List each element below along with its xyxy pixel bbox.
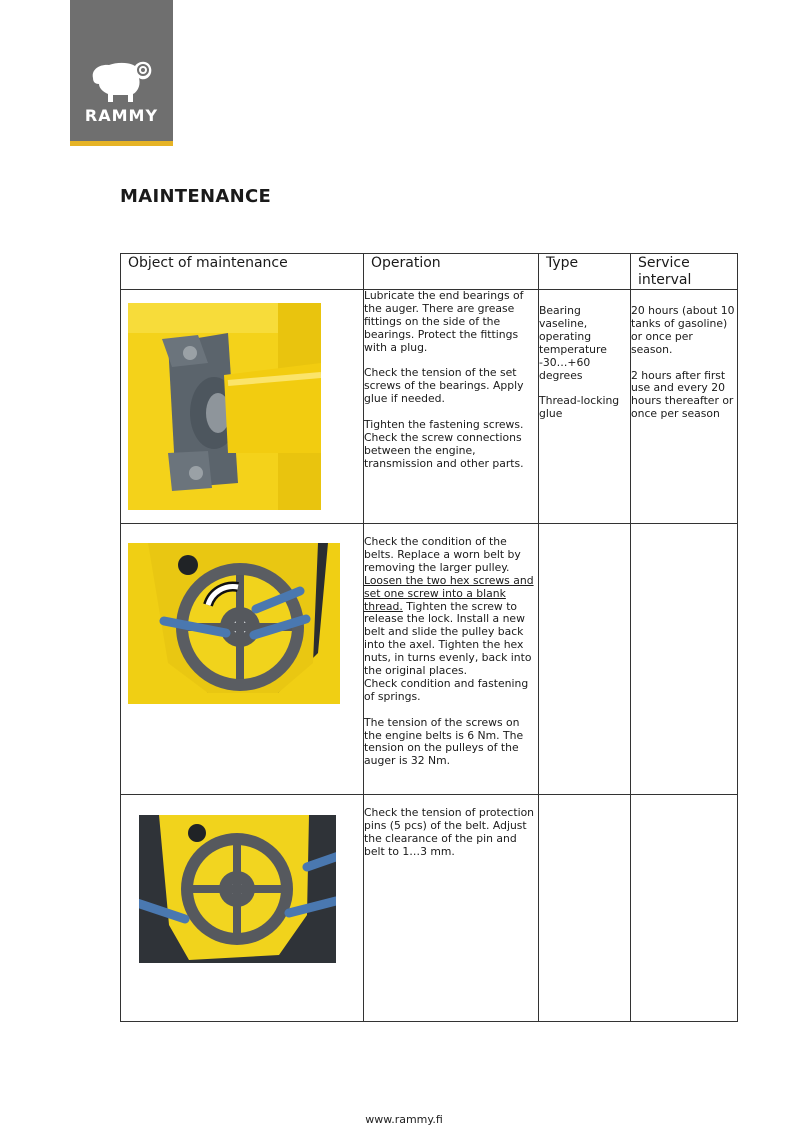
- header-operation: Operation: [364, 254, 539, 290]
- operation-text: Tighten the fastening screws. Check the screw connections between the engine, transmission and other parts.: [364, 418, 524, 470]
- logo-stripe: [70, 141, 173, 146]
- interval-text: 20 hours (about 10 tanks of gasoline) or once per season.: [631, 304, 735, 356]
- operation-cell: [364, 290, 539, 524]
- type-text: Thread-locking glue: [539, 394, 620, 421]
- ram-logo-icon: [89, 56, 155, 102]
- object-cell: [121, 524, 364, 795]
- operation-text: Lubricate the end bearings of the auger. There are grease fittings on the side of the bearings. Protect the fittings with a plug.: [364, 289, 524, 354]
- brand-name: RAMMY: [84, 106, 159, 125]
- brand-logo: [70, 0, 173, 141]
- operation-text-underlined: Loosen the two hex screws and set one screw into a blank thread.: [364, 573, 534, 613]
- header-object: Object of maintenance: [121, 254, 364, 290]
- operation-text-b: Tighten the screw to release the lock. Install a new belt and slide the pulley back into the axel. Tighten the hex nuts, in turns evenly, back into the original places.: [364, 599, 532, 678]
- table-row: [121, 795, 738, 1022]
- header-type: Type: [539, 254, 631, 290]
- interval-cell: [631, 290, 738, 524]
- operation-text: [364, 536, 538, 704]
- operation-text-a: Check the condition of the belts. Replace a worn belt by removing the larger pulley.: [364, 535, 521, 574]
- type-text: Bearing vaseline, operating temperature -30…+60 degrees: [539, 304, 607, 382]
- operation-text: The tension of the screws on the engine belts is 6 Nm. The tension on the pulleys of the auger is 32 Nm.: [364, 715, 524, 768]
- table-row: [121, 524, 738, 795]
- operation-text: Check the tension of the set screws of the bearings. Apply glue if needed.: [364, 366, 524, 406]
- type-cell: [539, 290, 631, 524]
- interval-cell: [631, 795, 738, 1022]
- table-row: [121, 290, 738, 524]
- operation-text: Check the tension of protection pins (5 pcs) of the belt. Adjust the clearance of the pin and belt to 1…3 mm.: [364, 806, 535, 858]
- type-cell: [539, 795, 631, 1022]
- belt-pulley-photo: [128, 543, 340, 704]
- operation-text-c: Check condition and fastening of springs.: [364, 676, 529, 703]
- protection-pins-photo: [139, 815, 336, 963]
- interval-cell: [631, 524, 738, 795]
- footer-url: www.rammy.fi: [365, 1113, 443, 1126]
- object-cell: [121, 290, 364, 524]
- page-title: MAINTENANCE: [120, 186, 272, 207]
- auger-end-bearing-photo: [128, 303, 321, 510]
- maintenance-table: [120, 253, 738, 1022]
- table-header-row: [121, 254, 738, 290]
- object-cell: [121, 795, 364, 1022]
- operation-cell: [364, 795, 539, 1022]
- type-cell: [539, 524, 631, 795]
- operation-cell: [364, 524, 539, 795]
- interval-text: 2 hours after first use and every 20 hours thereafter or once per season: [631, 368, 734, 421]
- header-interval: Service interval: [631, 254, 738, 290]
